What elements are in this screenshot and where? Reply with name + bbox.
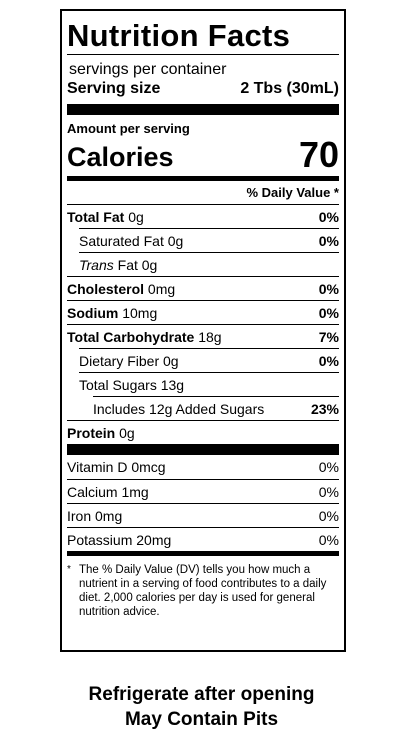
vitamin-dv: 0%	[318, 507, 339, 524]
amount-per-serving: Amount per serving	[67, 121, 190, 136]
nutrient-dv: 7%	[318, 328, 339, 345]
vitamin-name: Vitamin D 0mcg	[67, 459, 166, 475]
calories-label: Calories	[67, 142, 174, 172]
vitamin-row-vitamin-d	[67, 455, 339, 479]
nutrient-amount: 0mg	[147, 280, 176, 297]
nutrient-row-saturated-fat	[79, 228, 339, 252]
vitamin-row-calcium	[67, 479, 339, 503]
nutrient-row-trans-fat	[79, 252, 339, 276]
nutrient-amount: 0g	[119, 424, 135, 441]
nutrient-name	[67, 305, 157, 321]
nutrient-name	[67, 209, 144, 225]
storage-note: Refrigerate after opening	[88, 684, 315, 705]
nutrient-name	[67, 425, 135, 441]
nutrient-label: Total Fat	[67, 208, 125, 225]
nutrient-row-cholesterol	[67, 276, 339, 300]
nutrient-name: Saturated Fat 0g	[79, 232, 184, 249]
nutrient-amount: 18g	[198, 328, 222, 345]
footnote-asterisk: *	[67, 564, 71, 575]
nutrient-label: Protein	[67, 424, 116, 441]
thick-divider	[67, 444, 339, 455]
nutrient-label: Total Carbohydrate	[67, 328, 195, 345]
divider	[67, 54, 339, 55]
calories-value: 70	[298, 134, 339, 175]
serving-size-value: 2 Tbs (30mL)	[240, 80, 339, 97]
nutrient-dv: 23%	[310, 400, 339, 417]
nutrient-dv: 0%	[318, 352, 339, 369]
nutrient-amount: 0g	[128, 208, 144, 225]
nutrient-row-dietary-fiber	[79, 348, 339, 372]
medium-divider	[67, 551, 339, 556]
nutrient-row-total-carbohydrate	[67, 324, 339, 348]
serving-size-label: Serving size	[67, 80, 161, 97]
nutrient-row-added-sugars	[93, 396, 339, 420]
nutrient-row-sodium	[67, 300, 339, 324]
nutrient-amount: 10mg	[122, 304, 158, 321]
nutrient-label-italic: Trans	[79, 256, 114, 273]
allergen-note: May Contain Pits	[124, 709, 279, 730]
serving-size-row	[67, 79, 339, 99]
vitamin-dv: 0%	[318, 459, 339, 475]
nutrient-row-total-fat	[67, 204, 339, 228]
vitamin-dv: 0%	[318, 531, 339, 548]
nutrient-dv: 0%	[318, 208, 339, 225]
nutrient-label-rest: Fat 0g	[117, 256, 158, 273]
nutrient-label: Sodium	[67, 304, 119, 321]
nutrient-name	[79, 257, 157, 273]
nutrition-facts-label	[60, 9, 346, 652]
vitamin-name: Calcium 1mg	[67, 483, 149, 500]
vitamin-name: Iron 0mg	[67, 507, 123, 524]
nutrient-row-total-sugars	[79, 372, 339, 396]
nutrient-row-protein	[67, 420, 339, 444]
nutrient-dv: 0%	[318, 280, 339, 297]
calories-row	[67, 136, 339, 174]
thick-divider	[67, 104, 339, 115]
nutrient-name: Includes 12g Added Sugars	[93, 400, 265, 417]
vitamin-row-iron	[67, 503, 339, 527]
vitamin-name: Potassium 20mg	[67, 531, 172, 548]
vitamin-row-potassium	[67, 527, 339, 551]
nutrient-name: Total Sugars 13g	[79, 376, 185, 393]
nutrient-label: Cholesterol	[67, 280, 145, 297]
nutrient-name: Dietary Fiber 0g	[79, 352, 179, 369]
vitamin-dv: 0%	[318, 483, 339, 500]
nutrient-dv: 0%	[318, 232, 339, 249]
daily-value-header: % Daily Value *	[246, 185, 339, 200]
daily-value-footnote	[67, 563, 339, 619]
nutrient-name	[67, 281, 175, 297]
footnote-text: The % Daily Value (DV) tells you how much a nutrient in a serving of food contributes to a daily diet. 2,000 calories per day is used for general nutrition advice.	[79, 564, 327, 618]
nutrient-dv: 0%	[318, 304, 339, 321]
servings-per-container: servings per container	[69, 61, 227, 78]
nutrient-name	[67, 329, 222, 345]
label-title: Nutrition Facts	[67, 18, 291, 53]
